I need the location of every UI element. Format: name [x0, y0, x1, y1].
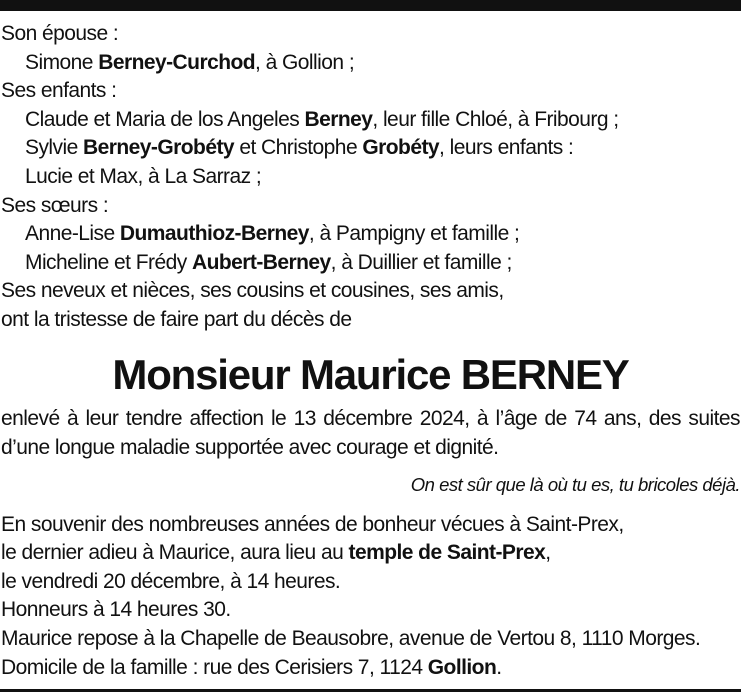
ceremony-line-3: le vendredi 20 décembre, à 14 heures.: [1, 569, 341, 593]
spouse-line: Simone Berney-Curchod, à Gollion ;: [25, 50, 355, 74]
obituary-notice: [1, 20, 740, 682]
ceremony-line-2: le dernier adieu à Maurice, aura lieu au temple de Saint-Prex,: [1, 541, 551, 565]
death-paragraph: enlevé à leur tendre affection le 13 décembre 2024, à l’âge de 74 ans, des suites d’une longue maladie supportée avec courage et dignité.: [1, 406, 740, 459]
child-line-2: Sylvie Berney-Grobéty et Christophe Grobéty, leurs enfants :: [25, 136, 574, 160]
sister-line-2: Micheline et Frédy Aubert-Berney, à Duillier et famille ;: [25, 250, 512, 274]
bottom-rule: [0, 689, 741, 692]
children-heading: Ses enfants :: [1, 79, 117, 103]
sister-line-1: Anne-Lise Dumauthioz-Berney, à Pampigny et famille ;: [25, 222, 520, 246]
grandchildren-line: Lucie et Max, à La Sarraz ;: [25, 164, 262, 188]
top-rule: [0, 0, 741, 11]
ceremony-line-4: Honneurs à 14 heures 30.: [1, 598, 231, 622]
sisters-heading: Ses sœurs :: [1, 193, 109, 217]
ceremony-line-1: En souvenir des nombreuses années de bonheur vécues à Saint-Prex,: [1, 512, 624, 536]
announcement-line: ont la tristesse de faire part du décès de: [1, 307, 352, 331]
ceremony-line-5: Maurice repose à la Chapelle de Beausobre, avenue de Vertou 8, 1110 Morges.: [1, 626, 701, 650]
ceremony-line-6: Domicile de la famille : rue des Cerisiers 7, 1124 Gollion.: [1, 655, 502, 679]
epitaph-quote: On est sûr que là où tu es, tu bricoles déjà.: [410, 473, 740, 495]
spouse-heading: Son épouse :: [1, 22, 119, 45]
deceased-name: Monsieur Maurice BERNEY: [112, 350, 629, 398]
ceremony-block: [1, 511, 740, 683]
child-line-1: Claude et Maria de los Angeles Berney, leur fille Chloé, à Fribourg ;: [25, 107, 619, 131]
other-relatives-line: Ses neveux et nièces, ses cousins et cousines, ses amis,: [1, 279, 504, 303]
